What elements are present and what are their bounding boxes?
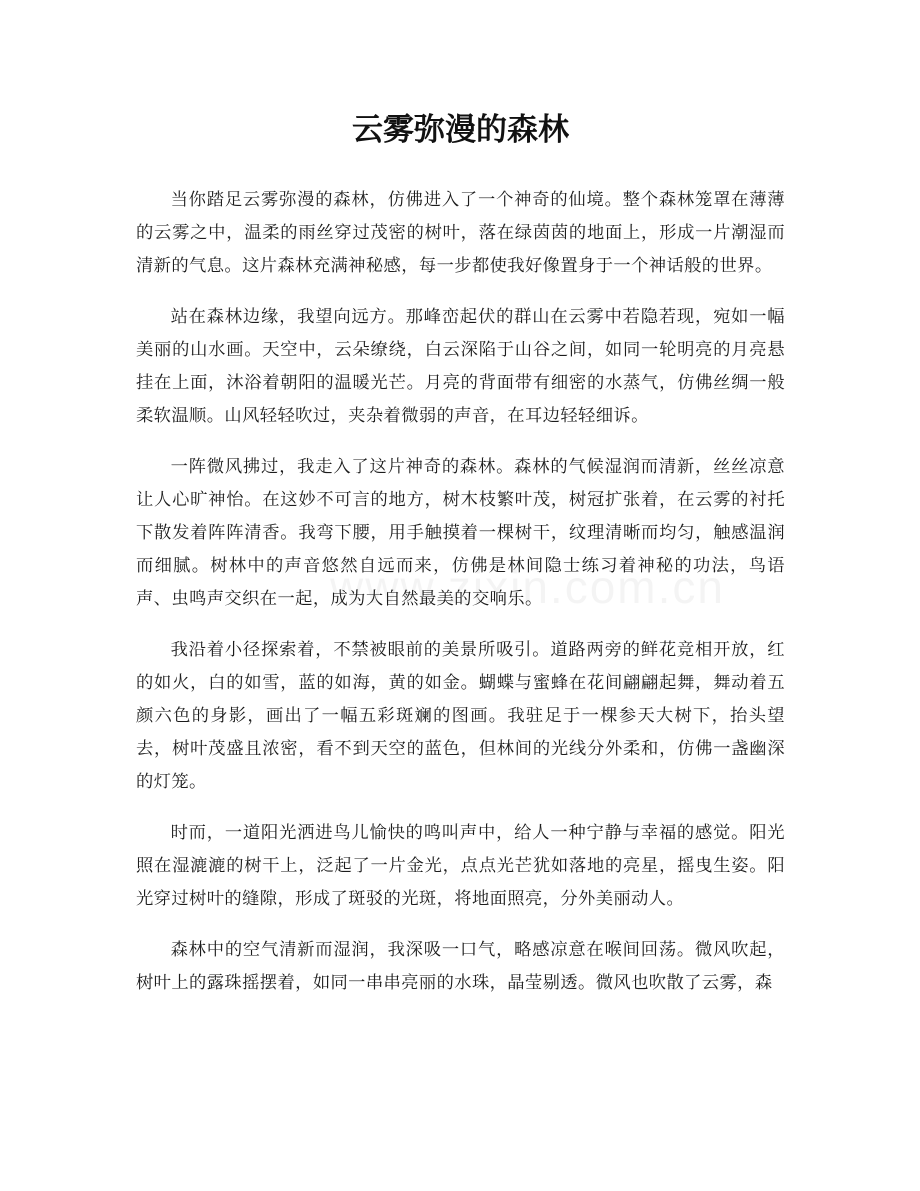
paragraph-4: 我沿着小径探索着，不禁被眼前的美景所吸引。道路两旁的鲜花竞相开放，红的如火，白的如雪，蓝的如海，黄的如金。蝴蝶与蜜蜂在花间翩翩起舞，舞动着五颜六色的身影，画出了一幅五彩斑斓的图画。我驻足于一棵参天大树下，抬头望去，树叶茂盛且浓密，看不到天空的蓝色，但林间的光线分外柔和，仿佛一盏幽深的灯笼。 <box>136 640 785 792</box>
document-title: 云雾弥漫的森林 <box>352 112 569 148</box>
paragraph-5: 时而，一道阳光洒进鸟儿愉快的鸣叫声中，给人一种宁静与幸福的感觉。阳光照在湿漉漉的树干上，泛起了一片金光，点点光芒犹如落地的亮星，摇曳生姿。阳光穿过树叶的缝隙，形成了斑驳的光斑，将地面照亮，分外美丽动人。 <box>136 823 785 909</box>
paragraph-1: 当你踏足云雾弥漫的森林，仿佛进入了一个神奇的仙境。整个森林笼罩在薄薄的云雾之中，温柔的雨丝穿过茂密的树叶，落在绿茵茵的地面上，形成一片潮湿而清新的气息。这片森林充满神秘感，每一步都使我好像置身于一个神话般的世界。 <box>136 190 785 276</box>
paragraph-6: 森林中的空气清新而湿润，我深吸一口气，略感凉意在喉间回荡。微风吹起，树叶上的露珠摇摆着，如同一串串亮丽的水珠，晶莹剔透。微风也吹散了云雾，森 <box>136 940 785 993</box>
paragraph-2: 站在森林边缘，我望向远方。那峰峦起伏的群山在云雾中若隐若现，宛如一幅美丽的山水画。天空中，云朵缭绕，白云深陷于山谷之间，如同一轮明亮的月亮悬挂在上面，沐浴着朝阳的温暖光芒。月亮的背面带有细密的水蒸气，仿佛丝绸一般柔软温顺。山风轻轻吹过，夹杂着微弱的声音，在耳边轻轻细诉。 <box>136 307 785 426</box>
paragraph-3: 一阵微风拂过，我走入了这片神奇的森林。森林的气候湿润而清新，丝丝凉意让人心旷神怡。在这妙不可言的地方，树木枝繁叶茂，树冠扩张着，在云雾的衬托下散发着阵阵清香。我弯下腰，用手触摸着一棵树干，纹理清晰而均匀，触感温润而细腻。树林中的声音悠然自远而来，仿佛是林间隐士练习着神秘的功法，鸟语声、虫鸣声交织在一起，成为大自然最美的交响乐。 <box>136 457 785 609</box>
document-body <box>136 184 785 1000</box>
